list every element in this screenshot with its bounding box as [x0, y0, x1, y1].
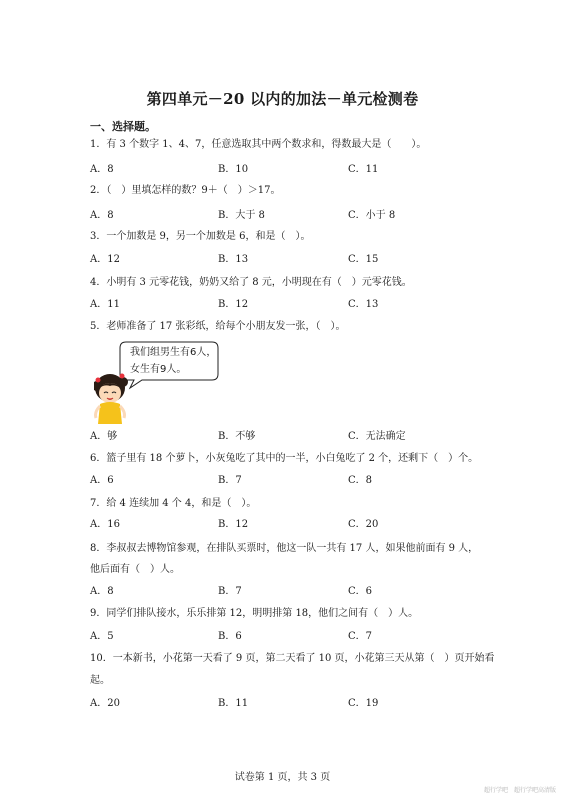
question-4-text: 4．小明有 3 元零花钱，奶奶又给了 8 元，小明现在有（ ）元零花钱。 — [90, 277, 412, 288]
q2-option-a: A．8 — [90, 210, 114, 221]
q7-option-a: A．16 — [90, 519, 120, 530]
q6-option-a: A．6 — [90, 475, 114, 486]
q1-option-b: B．10 — [218, 164, 249, 175]
q7-option-b: B．12 — [218, 519, 249, 530]
watermark-2: 超行学吧高清版 — [514, 787, 557, 794]
question-7-text: 7．给 4 连续加 4 个 4，和是（ ）。 — [90, 498, 257, 509]
q6-option-c: C．8 — [348, 475, 373, 486]
q2-option-c: C．小于 8 — [348, 210, 396, 221]
question-3-text: 3．一个加数是 9，另一个加数是 6，和是（ ）。 — [90, 231, 311, 242]
q9-option-b: B．6 — [218, 631, 242, 642]
q5-option-a: A．够 — [90, 431, 118, 442]
q8-option-b: B．7 — [218, 586, 242, 597]
speech-line-1: 我们组男生有6人， — [130, 347, 217, 358]
q8-option-a: A．8 — [90, 586, 114, 597]
q10-option-b: B．11 — [218, 698, 249, 709]
q3-option-b: B．13 — [218, 254, 249, 265]
speech-bubble-text — [130, 344, 220, 378]
question-9-text: 9．同学们排队接水，乐乐排第 12，明明排第 18，他们之间有（ ）人。 — [90, 608, 419, 619]
q5-option-b: B．不够 — [218, 431, 256, 442]
question-8-text-line-1: 8．李叔叔去博物馆参观，在排队买票时，他这一队一共有 17 人，如果他前面有 9 人， — [90, 543, 479, 554]
watermark-1: 超行学吧 — [484, 787, 509, 794]
q3-option-a: A．12 — [90, 254, 120, 265]
q9-option-c: C．7 — [348, 631, 373, 642]
q1-option-c: C．11 — [348, 164, 379, 175]
page-footer: 试卷第 1 页，共 3 页 — [234, 772, 331, 783]
q9-option-a: A．5 — [90, 631, 114, 642]
q5-option-c: C．无法确定 — [348, 431, 406, 442]
q10-option-c: C．19 — [348, 698, 379, 709]
q2-option-b: B．大于 8 — [218, 210, 265, 221]
q4-option-b: B．12 — [218, 299, 249, 310]
page-title: 第四单元－20 以内的加法－单元检测卷 — [146, 90, 419, 108]
question-10-text-line-2: 起。 — [90, 675, 110, 686]
question-1-text: 1．有 3 个数字 1、4、7，任意选取其中两个数求和，得数最大是（ ）。 — [90, 139, 427, 150]
question-2-text: 2．（ ）里填怎样的数？9＋（ ）＞17。 — [90, 185, 281, 196]
question-6-text: 6．篮子里有 18 个萝卜，小灰兔吃了其中的一半，小白兔吃了 2 个，还剩下（ ）个。 — [90, 453, 479, 464]
question-8-text-line-2: 他后面有（ ）人。 — [90, 564, 180, 575]
q6-option-b: B．7 — [218, 475, 242, 486]
q8-option-c: C．6 — [348, 586, 373, 597]
section-heading: 一、选择题。 — [90, 120, 156, 133]
q7-option-c: C．20 — [348, 519, 379, 530]
question-10-text-line-1: 10．一本新书，小花第一天看了 9 页，第二天看了 10 页，小花第三天从第（ ）页开始看 — [90, 653, 495, 664]
q4-option-a: A．11 — [90, 299, 120, 310]
question-5-text: 5．老师准备了 17 张彩纸，给每个小朋友发一张，（ ）。 — [90, 321, 346, 332]
q4-option-c: C．13 — [348, 299, 379, 310]
q10-option-a: A．20 — [90, 698, 120, 709]
q3-option-c: C．15 — [348, 254, 379, 265]
q1-option-a: A．8 — [90, 164, 114, 175]
speech-line-2: 女生有9人。 — [130, 364, 187, 375]
